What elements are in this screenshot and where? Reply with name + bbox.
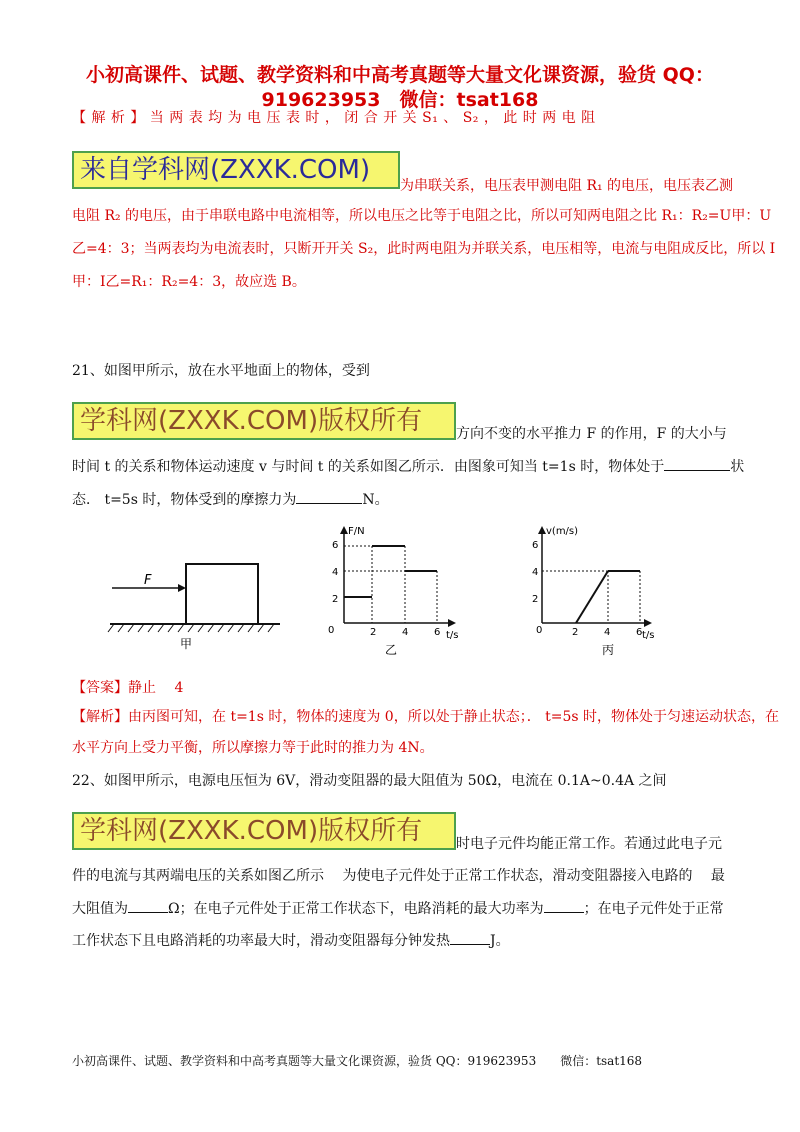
q22-line-5-text: 工作状态下且电路消耗的功率最大时，滑动变阻器每分钟发热 xyxy=(72,933,450,949)
q21-line-1: 21、如图甲所示，放在水平地面上的物体，受到 xyxy=(72,363,370,379)
figure-set xyxy=(100,520,700,660)
yi-xtick-0: 0 xyxy=(328,625,335,636)
analysis-20-line-5: 甲：I乙=R₁：R₂=4：3，故应选 B。 xyxy=(72,274,306,290)
figure-bing xyxy=(532,526,655,657)
q22-line-3: 件的电流与其两端电压的关系如图乙所示 为使电子元件处于正常工作状态，滑动变阻器接入电路的 最 xyxy=(72,868,725,884)
yi-ytick-2: 2 xyxy=(332,594,339,605)
q21-line-4 xyxy=(72,489,389,510)
page-footer: 小初高课件、试题、教学资料和中高考真题等大量文化课资源，验货 QQ：919623953 微信：tsat168 xyxy=(72,1054,643,1068)
figure-jia xyxy=(108,564,280,651)
q22-line-2: 时电子元件均能正常工作。若通过此电子元 xyxy=(456,836,722,852)
watermark-copyright-2: 学科网(ZXXK.COM)版权所有 xyxy=(72,812,456,850)
yi-xtick-6: 6 xyxy=(434,627,441,638)
answer-blank-heat[interactable] xyxy=(450,930,490,945)
answer-blank-friction[interactable] xyxy=(296,489,362,504)
yi-ytick-6: 6 xyxy=(332,540,339,551)
bing-xtick-0: 0 xyxy=(536,625,543,636)
caption-jia: 甲 xyxy=(180,637,193,651)
q21-line-3 xyxy=(72,456,744,477)
answer-blank-resistance[interactable] xyxy=(128,898,168,913)
bing-ytick-6: 6 xyxy=(532,540,539,551)
yi-ylabel: F/N xyxy=(348,526,365,537)
yi-xlabel: t/s xyxy=(446,630,459,641)
bing-xlabel: t/s xyxy=(642,630,655,641)
caption-bing: 丙 xyxy=(602,643,615,657)
bing-xtick-6: 6 xyxy=(636,627,643,638)
q21-line-2: 方向不变的水平推力 F 的作用，F 的大小与 xyxy=(456,426,727,442)
analysis-20-line-3: 电阻 R₂ 的电压，由于串联电路中电流相等，所以电压之比等于电阻之比，所以可知两电阻之比 R₁：R₂=U甲：U xyxy=(72,208,772,224)
yi-ytick-4: 4 xyxy=(332,567,339,578)
answer-blank-power[interactable] xyxy=(544,898,584,913)
bing-ylabel: v(m/s) xyxy=(546,526,579,537)
yi-xtick-2: 2 xyxy=(370,627,377,638)
q22-line-4 xyxy=(72,898,724,919)
force-label: F xyxy=(144,573,152,588)
figure-yi xyxy=(328,526,459,657)
q22-line-4-text-a: 大阻值为 xyxy=(72,901,128,917)
bing-xtick-4: 4 xyxy=(604,627,611,638)
header-line-1: 小初高课件、试题、教学资料和中高考真题等大量文化课资源，验货 QQ： xyxy=(86,64,714,86)
q21-line-3-text: 时间 t 的关系和物体运动速度 v 与时间 t 的关系如图乙所示．由图象可知当 t=1s 时，物体处于 xyxy=(72,459,665,475)
q21-analysis-line-2: 水平方向上受力平衡，所以摩擦力等于此时的推力为 4N。 xyxy=(72,740,434,756)
analysis-20-line-1: 【 解 析 】 当 两 表 均 为 电 压 表 时 ， 闭 合 开 关 S₁ 、 S₂ ， 此 时 两 电 阻 xyxy=(72,110,596,126)
watermark-zxxk: 来自学科网(ZXXK.COM) xyxy=(72,151,400,189)
q22-line-1: 22、如图甲所示，电源电压恒为 6V，滑动变阻器的最大阻值为 50Ω，电流在 0.1A~0.4A 之间 xyxy=(72,773,667,789)
analysis-20-line-2: 为串联关系，电压表甲测电阻 R₁ 的电压，电压表乙测 xyxy=(400,178,734,194)
q21-line-3-tail: 状 xyxy=(730,459,745,475)
q21-answer: 【答案】静止 4 xyxy=(72,680,184,696)
q21-line-4-unit: N。 xyxy=(362,492,389,508)
bing-ytick-2: 2 xyxy=(532,594,539,605)
yi-xtick-4: 4 xyxy=(402,627,409,638)
bing-ytick-4: 4 xyxy=(532,567,539,578)
q22-line-4-text-c: ；在电子元件处于正常 xyxy=(583,901,724,917)
q22-line-5 xyxy=(72,930,510,951)
answer-blank-state[interactable] xyxy=(664,456,730,471)
q21-analysis-line-1: 【解析】由丙图可知，在 t=1s 时，物体的速度为 0，所以处于静止状态；． t=5s 时，物体处于匀速运动状态，在 xyxy=(72,709,780,725)
block xyxy=(186,564,258,624)
bing-xtick-2: 2 xyxy=(572,627,579,638)
q22-line-5-unit: J。 xyxy=(490,933,510,949)
q21-line-4-text: 态． t=5s 时，物体受到的摩擦力为 xyxy=(72,492,297,508)
caption-yi: 乙 xyxy=(385,643,398,657)
analysis-20-line-4: 乙=4：3；当两表均为电流表时，只断开开关 S₂，此时两电阻为并联关系，电压相等，电流与电阻成反比，所以 I xyxy=(72,241,776,257)
q22-line-4-text-b: Ω；在电子元件处于正常工作状态下，电路消耗的最大功率为 xyxy=(168,901,544,917)
watermark-copyright: 学科网(ZXXK.COM)版权所有 xyxy=(72,402,456,440)
header-line-2: 919623953 微信：tsat168 xyxy=(261,89,539,111)
